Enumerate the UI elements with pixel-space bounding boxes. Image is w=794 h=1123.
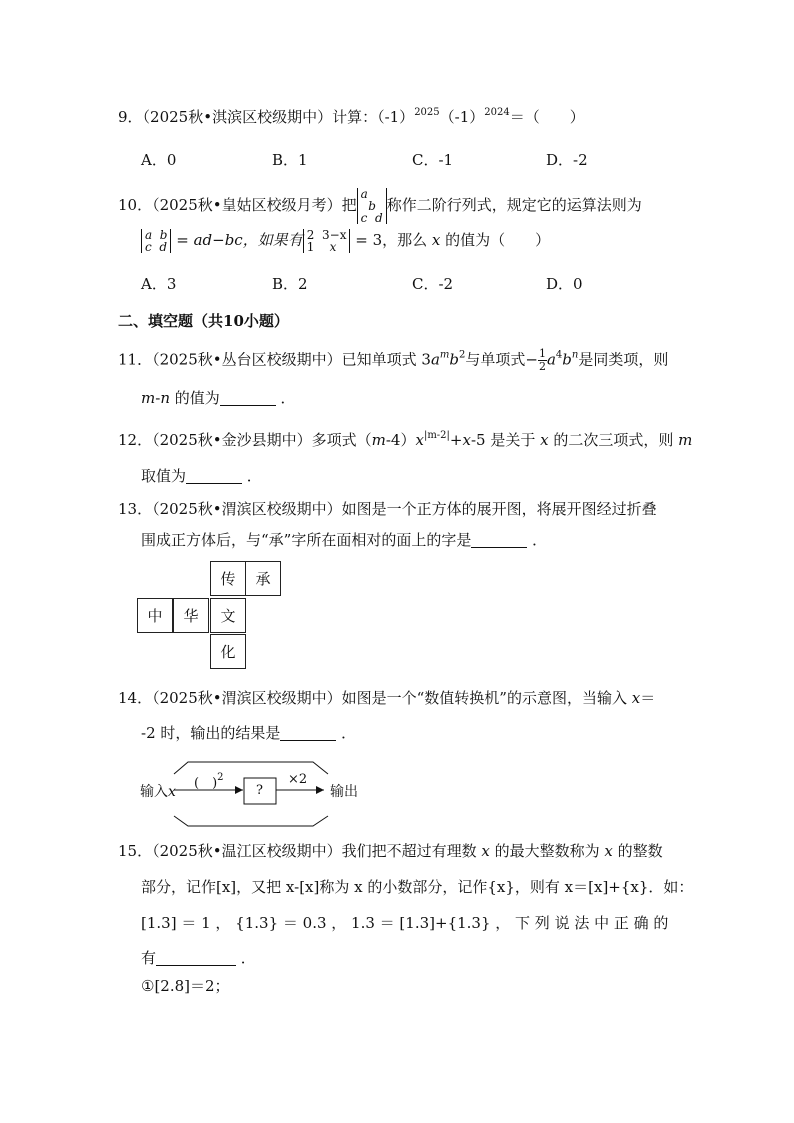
- q11-tail: 是同类项，则: [578, 350, 669, 369]
- question-10-line-2: [141, 229, 550, 253]
- q10-formula: = ad−bc，如果有: [171, 231, 303, 249]
- answer-blank[interactable]: [220, 391, 276, 406]
- q12-m: m: [678, 431, 693, 449]
- question-10-line-1: [118, 188, 642, 224]
- q11-term: a: [430, 350, 440, 369]
- q11-m: m: [141, 389, 156, 407]
- fraction-one-half: $\frac{1}{2}$: [538, 347, 546, 373]
- cube-face-hua: 华: [173, 598, 209, 633]
- q11-number: 11．: [118, 350, 153, 369]
- q11-n: n: [160, 389, 170, 407]
- q11-minus: -: [155, 389, 161, 407]
- q14-number: 14．: [118, 689, 153, 707]
- q9-option-a: A．0: [141, 151, 177, 169]
- determinant-equation: 2 3−x 1 x: [303, 229, 351, 253]
- q15-text: 的最大整数称为: [489, 842, 605, 860]
- q12-period: ．: [242, 467, 262, 485]
- q9-option-b: B．1: [272, 151, 308, 169]
- question-box: ?: [256, 783, 263, 798]
- q9-exp1: 2025: [414, 107, 440, 118]
- q10-equation-result: = 3，那么: [350, 231, 432, 249]
- q13-text: （2025秋•渭滨区校级期中）如图是一个正方体的展开图，将展开图经过折叠: [152, 500, 657, 518]
- question-14-line-1: [118, 688, 655, 708]
- section-heading: 二、填空题（共10小题）: [118, 312, 289, 330]
- answer-blank[interactable]: [471, 533, 527, 548]
- answer-blank[interactable]: [186, 469, 242, 484]
- question-11-line-1: [118, 348, 668, 373]
- q12-part: -5 是关于: [470, 431, 541, 449]
- q9-exp2: 2024: [484, 107, 510, 118]
- question-14-line-2: [141, 723, 356, 743]
- q9-option-d: D．-2: [546, 151, 588, 169]
- question-15-line-1: [118, 841, 663, 861]
- q10-option-a: A．3: [141, 275, 177, 293]
- q9-tail: ＝（ ）: [509, 108, 585, 126]
- q12-plus: +: [449, 431, 463, 449]
- q15-item-1: ①[2.8]＝2；: [141, 977, 230, 995]
- q10-number: 10．: [118, 196, 153, 214]
- q15-period: ．: [236, 949, 256, 967]
- q11-term: b: [449, 350, 459, 369]
- q14-eq: ＝: [640, 689, 656, 707]
- number-machine-diagram: [138, 756, 378, 828]
- q15-x: x: [604, 842, 613, 860]
- q11-exp: n: [571, 349, 579, 361]
- output-label: 输出: [330, 784, 358, 800]
- q11-exp: m: [439, 349, 450, 361]
- q14-period: ．: [336, 724, 357, 742]
- q11-exp: 2: [458, 349, 466, 361]
- q15-text: （2025秋•温江区校级期中）我们把不超过有理数: [152, 842, 482, 860]
- q10-option-d: D．0: [546, 275, 583, 293]
- question-15-line-2: 部分，记作[x]，又把 x-[x]称为 x 的小数部分，记作{x}，则有 x＝[x]+{x}．如：: [141, 878, 694, 896]
- q15-x: x: [481, 842, 490, 860]
- q11-line2-text: 的值为: [169, 389, 220, 407]
- question-15-line-4: [141, 948, 256, 968]
- cube-face-hua2: 化: [210, 634, 246, 669]
- q10-source: （2025秋•皇姑区校级月考）把: [152, 196, 357, 214]
- q14-text: （2025秋•渭滨区校级期中）如图是一个“数值转换机”的示意图，当输入: [152, 689, 632, 707]
- q10-option-c: C．-2: [412, 275, 454, 293]
- cube-face-cheng: 承: [245, 561, 281, 596]
- question-12-line-2: [141, 466, 262, 486]
- q11-term: b: [562, 350, 572, 369]
- q9-option-c: C．-1: [412, 151, 454, 169]
- q9-mid: （-1）: [439, 108, 485, 126]
- answer-blank[interactable]: [280, 726, 336, 741]
- q11-exp: 4: [555, 349, 563, 361]
- question-12-line-1: [118, 430, 692, 450]
- q11-text: （2025秋•丛台区校级期中）已知单项式 3: [152, 350, 431, 369]
- q12-exp: |m-2|: [423, 430, 450, 441]
- square-operation: ( )$^2$: [194, 772, 224, 791]
- determinant-abcd: a b c d: [357, 188, 387, 224]
- q10-var: x: [431, 231, 441, 249]
- q12-part: -4）: [385, 431, 416, 449]
- q12-part: 的二次三项式，则: [548, 431, 679, 449]
- q12-m: m: [371, 431, 386, 449]
- q13-number: 13．: [118, 500, 153, 518]
- q15-number: 15．: [118, 842, 153, 860]
- q12-x: x: [540, 431, 549, 449]
- question-15-line-3: [1.3] ＝ 1 ， {1.3} ＝ 0.3 ， 1.3 ＝ [1.3]+{1.3} ， 下 列 说 法 中 正 确 的: [141, 914, 669, 932]
- q13-period: ．: [527, 531, 548, 549]
- q11-mid: 与单项式−: [465, 350, 538, 369]
- q10-text: 称作二阶行列式，规定它的运算法则为: [386, 196, 642, 214]
- q14-x: x: [631, 689, 641, 707]
- q12-x: x: [462, 431, 471, 449]
- question-13-line-2: [141, 530, 547, 550]
- q12-x: x: [415, 431, 424, 449]
- q15-text: 的整数: [612, 842, 663, 860]
- cube-face-zhong: 中: [137, 598, 173, 633]
- q11-term: a: [546, 350, 556, 369]
- q11-period: ．: [275, 389, 296, 407]
- q14-text: -2 时，输出的结果是: [141, 724, 281, 742]
- q12-line2-text: 取值为: [141, 467, 187, 485]
- q12-number: 12．: [118, 431, 153, 449]
- cube-net-figure: [137, 561, 285, 671]
- answer-blank[interactable]: [156, 951, 236, 966]
- question-9: [118, 107, 585, 127]
- q9-number: 9．: [118, 108, 143, 126]
- q9-text: （2025秋•淇滨区校级期中）计算：（-1）: [142, 108, 415, 126]
- q12-text: （2025秋•金沙县期中）多项式（: [152, 431, 372, 449]
- determinant-definition: a b c d: [141, 229, 171, 253]
- q13-text: 围成正方体后，与“承”字所在面相对的面上的字是: [141, 531, 472, 549]
- q10-option-b: B．2: [272, 275, 308, 293]
- input-label: 输入x: [140, 784, 176, 800]
- q15-text: 有: [141, 949, 157, 967]
- times-two-operation: ×2: [288, 772, 308, 787]
- cube-face-chuan: 传: [210, 561, 246, 596]
- question-11-line-2: [141, 388, 296, 408]
- q10-tail: 的值为（ ）: [440, 231, 551, 249]
- cube-face-wen: 文: [210, 598, 246, 633]
- question-13-line-1: [118, 499, 657, 519]
